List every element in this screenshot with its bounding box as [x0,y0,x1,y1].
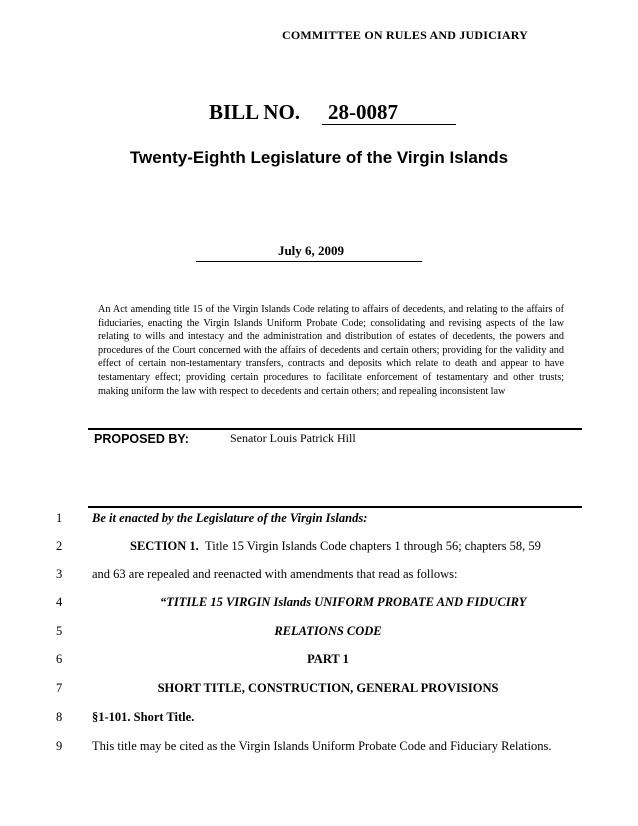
line-number: 1 [56,511,63,525]
line-number: 5 [56,624,63,638]
line-number: 3 [56,567,63,581]
line-number: 7 [56,681,63,695]
proposed-by-label: PROPOSED BY: [94,432,189,446]
enacting-clause: Be it enacted by the Legislature of the Virgin Islands: [92,511,368,525]
title-heading: “TITILE 15 VIRGIN Islands UNIFORM PROBATE AND FIDUCIRY [160,595,527,609]
line-number: 9 [56,739,63,753]
line-number: 8 [56,710,63,724]
section-heading: §1-101. Short Title. [92,710,195,724]
bill-number: 28-0087 [322,100,456,125]
body-line: This title may be cited as the Virgin Islands Uniform Probate Code and Fiduciary Relations. [92,739,552,753]
part-heading: PART 1 [307,652,349,666]
part-title: SHORT TITLE, CONSTRUCTION, GENERAL PROVISIONS [157,681,499,695]
bill-date: July 6, 2009 [196,243,422,262]
section-line [130,539,541,554]
line-number: 4 [56,595,63,609]
line-number: 6 [56,652,63,666]
section-text: Title 15 Virgin Islands Code chapters 1 through 56; chapters 58, 59 [205,539,541,553]
sponsor-name: Senator Louis Patrick Hill [230,431,356,445]
legislature-title: Twenty-Eighth Legislature of the Virgin Islands [129,148,509,167]
bill-title [209,100,456,125]
act-summary: An Act amending title 15 of the Virgin Islands Code relating to affairs of decedents, and relating to the affairs of fiduciaries, enacting the Virgin Islands Uniform Probate Code; consolidating and revising aspects of the law relating to wills and intestacy and the administration and distribution of estates of decedents, the powers and procedures of the Court concerned with the affairs of decedents and certain others; providing for the validity and effect of certain non-testamentary transfers, contracts and deposits which relate to death and appear to have testamentary effect; providing certain procedures to facilitate enforcement of testamentary and other trusts; making uniform the law with respect to decedents and certain others; and repealing inconsistent law [98,304,564,397]
body-line: and 63 are repealed and reenacted with amendments that read as follows: [92,567,458,581]
line-number: 2 [56,539,63,553]
bill-label: BILL NO. [209,100,301,124]
section-label: SECTION 1. [130,539,199,553]
divider-rule [88,428,582,430]
divider-rule [88,506,582,508]
title-heading-cont: RELATIONS CODE [274,624,382,638]
committee-heading: COMMITTEE ON RULES AND JUDICIARY [282,28,529,42]
